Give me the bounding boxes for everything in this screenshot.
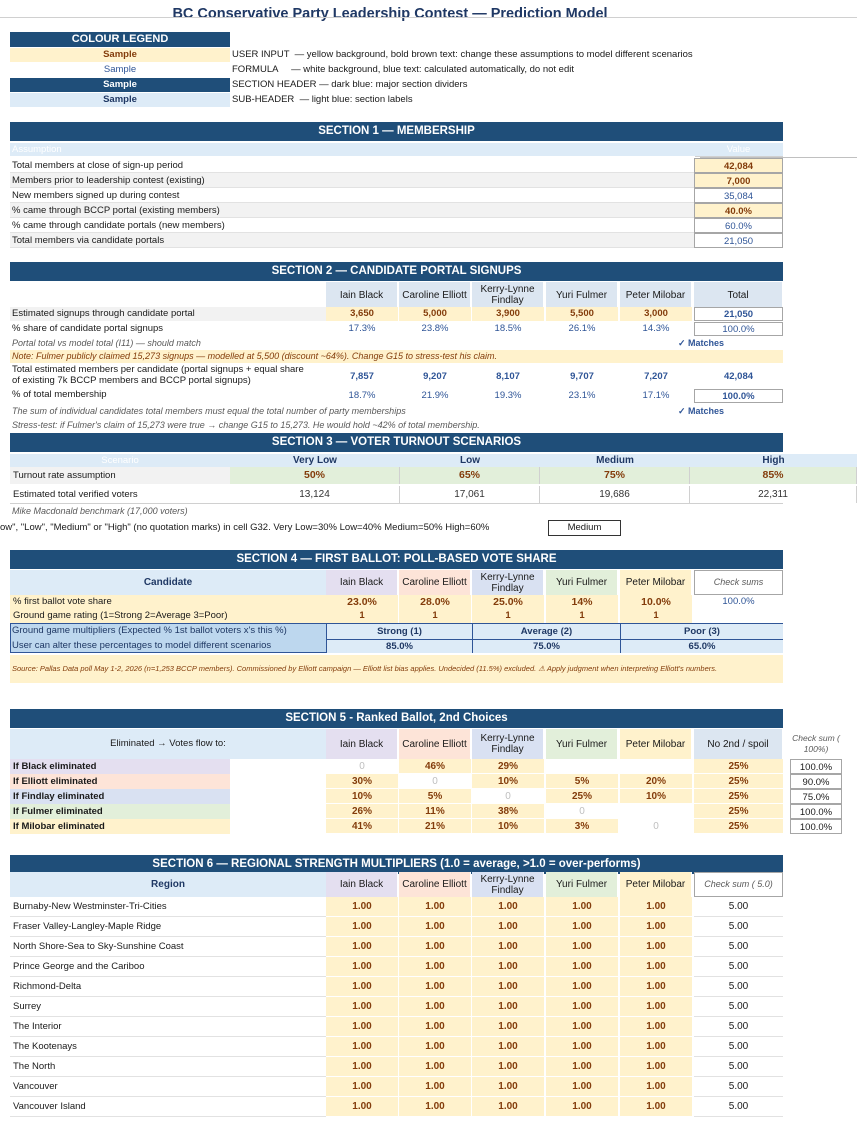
scenario-level: High	[762, 455, 785, 466]
section-6-header: SECTION 6 — REGIONAL STRENGTH MULTIPLIERS (1.0 = average, >1.0 = over-performs)	[10, 855, 783, 874]
regional-multiplier-input[interactable]: 1.00	[472, 957, 544, 977]
region-header: Region	[10, 872, 326, 897]
vote-flow-input[interactable]: 21%	[399, 819, 471, 834]
vote-flow-input[interactable]: 11%	[399, 804, 471, 819]
voters-value: 19,686	[540, 486, 690, 503]
total-members-value: 9,707	[570, 371, 594, 382]
candidate-header: Peter Milobar	[620, 872, 692, 897]
vote-flow-input[interactable]: 29%	[472, 759, 544, 774]
candidate-header: Caroline Elliott	[399, 570, 471, 595]
regional-multiplier-input[interactable]: 1.00	[546, 977, 618, 997]
share-value: 23.8%	[421, 323, 449, 334]
legend-sample-section: Sample	[10, 78, 230, 92]
membership-value: 35,084	[694, 188, 783, 203]
scenario-level: Medium	[596, 455, 634, 466]
candidate-header: Yuri Fulmer	[546, 570, 618, 595]
candidate-header: Yuri Fulmer	[546, 282, 618, 308]
membership-row-label: New members signed up during contest	[12, 190, 180, 201]
section-1-subheader	[10, 143, 783, 156]
signup-total: 21,050	[694, 307, 783, 321]
pct-membership-value: 19.3%	[494, 390, 522, 401]
regional-multiplier-input[interactable]: 1.00	[399, 1037, 471, 1057]
vote-flow-input[interactable]	[620, 804, 692, 819]
regional-multiplier-input[interactable]: 1.00	[472, 997, 544, 1017]
region-check-sum: 5.00	[694, 957, 783, 977]
candidate-header: Peter Milobar	[620, 570, 692, 595]
vote-flow-input[interactable]: 30%	[326, 774, 398, 789]
first-ballot-label: % first ballot vote share	[10, 595, 326, 609]
signup-input[interactable]: 3,900	[472, 307, 544, 321]
candidate-header: Kerry-Lynne Findlay	[472, 282, 544, 308]
total-members-value: 7,207	[644, 371, 668, 382]
eliminated-row-label: If Milobar eliminated	[10, 819, 230, 834]
share-value: 17.3%	[348, 323, 376, 334]
regional-multiplier-input[interactable]: 1.00	[546, 1057, 618, 1077]
self-flow-cell: 0	[399, 774, 471, 789]
signup-input[interactable]: 3,000	[620, 307, 692, 321]
assumption-col-header: Assumption	[12, 144, 62, 155]
voters-value: 22,311	[690, 486, 857, 503]
region-check-sum: 5.00	[694, 1037, 783, 1057]
vote-flow-input[interactable]: 10%	[326, 789, 398, 804]
region-label: Vancouver Island	[10, 1097, 326, 1117]
turnout-label: Turnout rate assumption	[10, 467, 230, 484]
vote-flow-input[interactable]: 38%	[472, 804, 544, 819]
share-value: 26.1%	[568, 323, 596, 334]
scenario-instruction: ow", "Low", "Medium" or "High" (no quotation marks) in cell G32. Very Low=30% Low=40% Medium=50% High=60%	[0, 522, 490, 533]
regional-multiplier-input[interactable]: 1.00	[546, 917, 618, 937]
matches-indicator-2: ✓ Matches	[678, 406, 725, 416]
candidate-header: Caroline Elliott	[399, 872, 471, 897]
ground-game-input[interactable]: 1	[399, 609, 471, 623]
vote-flow-input[interactable]: 10%	[472, 774, 544, 789]
regional-multiplier-input[interactable]: 1.00	[326, 1017, 398, 1037]
vote-flow-input[interactable]: 10%	[472, 819, 544, 834]
regional-multiplier-input[interactable]: 1.00	[326, 977, 398, 997]
total-members-value: 7,857	[350, 371, 374, 382]
turnout-input[interactable]: 85%	[690, 467, 857, 484]
vote-flow-input[interactable]: 25%	[694, 774, 783, 789]
candidate-header: Kerry-Lynne Findlay	[472, 729, 544, 759]
vote-flow-input[interactable]	[546, 759, 618, 774]
legend-desc-formula: FORMULA — white background, blue text: calculated automatically, do not edit	[232, 64, 574, 75]
pct-membership-label: % of total membership	[12, 389, 107, 400]
legend-sample-input: Sample	[10, 48, 230, 62]
candidate-header: Iain Black	[326, 872, 398, 897]
regional-multiplier-input[interactable]: 1.00	[399, 1077, 471, 1097]
self-flow-cell: 0	[620, 819, 692, 834]
regional-multiplier-input[interactable]: 1.00	[546, 1077, 618, 1097]
region-label: Richmond-Delta	[10, 977, 326, 997]
regional-multiplier-input[interactable]: 1.00	[326, 897, 398, 917]
scenario-level: Low	[460, 455, 480, 466]
vote-share-input[interactable]: 10.0%	[620, 595, 692, 609]
eliminated-row-label: If Findlay eliminated	[10, 789, 230, 804]
sum-note: The sum of individual candidates total members must equal the total number of party memberships	[12, 406, 406, 416]
regional-multiplier-input[interactable]: 1.00	[472, 897, 544, 917]
stress-note: Stress-test: if Fulmer's claim of 15,273 were true → change G15 to 15,273. He would hold ~42% of total membership.	[12, 420, 480, 430]
membership-row-label: % came through BCCP portal (existing members)	[12, 205, 220, 216]
region-label: Burnaby-New Westminster-Tri-Cities	[10, 897, 326, 917]
vote-flow-input[interactable]	[620, 759, 692, 774]
vote-flow-input[interactable]: 20%	[620, 774, 692, 789]
regional-multiplier-input[interactable]: 1.00	[399, 937, 471, 957]
candidate-header: Peter Milobar	[620, 729, 692, 759]
region-check-sum: 5.00	[694, 917, 783, 937]
vote-flow-input[interactable]: 25%	[694, 819, 783, 834]
membership-value[interactable]: 7,000	[694, 173, 783, 188]
pct-membership-value: 100.0%	[694, 389, 783, 403]
regional-multiplier-input[interactable]: 1.00	[620, 957, 692, 977]
share-value: 14.3%	[642, 323, 670, 334]
multiplier-input[interactable]: 75.0%	[472, 639, 620, 653]
vote-flow-input[interactable]: 3%	[546, 819, 618, 834]
ground-game-input[interactable]: 1	[326, 609, 398, 623]
regional-multiplier-input[interactable]: 1.00	[326, 997, 398, 1017]
eliminated-row-label: If Elliott eliminated	[10, 774, 230, 789]
region-check-sum: 5.00	[694, 937, 783, 957]
regional-multiplier-input[interactable]: 1.00	[546, 1037, 618, 1057]
check-sum-header: Check sum ( 100%)	[792, 733, 840, 754]
regional-multiplier-input[interactable]: 1.00	[326, 1097, 398, 1117]
regional-multiplier-input[interactable]: 1.00	[326, 917, 398, 937]
region-check-sum: 5.00	[694, 1097, 783, 1117]
check-sums-header: Check sums	[694, 570, 783, 595]
membership-row-label: % came through candidate portals (new members)	[12, 220, 225, 231]
section-2-header: SECTION 2 — CANDIDATE PORTAL SIGNUPS	[10, 262, 783, 281]
scenario-select[interactable]: Medium	[548, 520, 621, 536]
ground-game-input[interactable]: 1	[620, 609, 692, 623]
benchmark-note: Mike Macdonald benchmark (17,000 voters)	[12, 506, 188, 516]
vote-flow-input[interactable]: 5%	[546, 774, 618, 789]
turnout-input[interactable]: 65%	[400, 467, 540, 484]
share-label: % share of candidate portal signups	[12, 323, 164, 334]
voters-value: 13,124	[230, 486, 400, 503]
membership-row-label: Members prior to leadership contest (existing)	[12, 175, 205, 186]
eliminated-row-label: If Black eliminated	[10, 759, 230, 774]
region-label: The Kootenays	[10, 1037, 326, 1057]
section-3-header: SECTION 3 — VOTER TURNOUT SCENARIOS	[10, 433, 783, 452]
regional-multiplier-input[interactable]: 1.00	[399, 897, 471, 917]
multiplier-heading: Strong (1)	[326, 624, 472, 639]
share-value: 100.0%	[694, 322, 783, 336]
fulmer-note: Note: Fulmer publicly claimed 15,273 signups — modelled at 5,500 (discount ~64%). Change G15 to stress-test his claim.	[12, 351, 497, 361]
region-label: The North	[10, 1057, 326, 1077]
legend-sample-formula: Sample	[10, 63, 230, 77]
membership-row-label: Total members at close of sign-up period	[12, 160, 184, 171]
pct-membership-value: 23.1%	[568, 390, 596, 401]
regional-multiplier-input[interactable]: 1.00	[620, 917, 692, 937]
region-check-sum: 5.00	[694, 1077, 783, 1097]
vote-flow-input[interactable]: 25%	[546, 789, 618, 804]
matches-indicator: ✓ Matches	[678, 338, 725, 348]
voters-label: Estimated total verified voters	[13, 489, 138, 500]
candidate-header: Kerry-Lynne Findlay	[472, 872, 544, 897]
candidate-header: Yuri Fulmer	[546, 872, 618, 897]
regional-multiplier-input[interactable]: 1.00	[620, 897, 692, 917]
multiplier-heading: Average (2)	[472, 624, 620, 639]
regional-multiplier-input[interactable]: 1.00	[472, 1017, 544, 1037]
membership-value: 21,050	[694, 233, 783, 248]
candidate-header: Caroline Elliott	[399, 729, 471, 759]
total-members-label: Total estimated members per candidate (portal signups + equal share of existing 7k BCCP members and BCCP portal signups)	[12, 364, 304, 386]
no-2nd-header: No 2nd / spoil	[694, 729, 783, 759]
region-check-sum: 5.00	[694, 977, 783, 997]
pct-membership-value: 17.1%	[642, 390, 670, 401]
regional-multiplier-input[interactable]: 1.00	[472, 937, 544, 957]
section-4-header: SECTION 4 — FIRST BALLOT: POLL-BASED VOTE SHARE	[10, 550, 783, 569]
regional-multiplier-input[interactable]: 1.00	[472, 977, 544, 997]
regional-multiplier-input[interactable]: 1.00	[399, 957, 471, 977]
region-label: Surrey	[10, 997, 326, 1017]
region-label: North Shore-Sea to Sky-Sunshine Coast	[10, 937, 326, 957]
row-check-sum: 90.0%	[790, 774, 842, 789]
regional-multiplier-input[interactable]: 1.00	[620, 1017, 692, 1037]
candidate-header: Iain Black	[326, 282, 398, 308]
regional-multiplier-input[interactable]: 1.00	[472, 1057, 544, 1077]
membership-value[interactable]: 42,084	[694, 158, 783, 173]
candidate-header: Caroline Elliott	[399, 282, 471, 308]
scenario-header: Scenario	[101, 455, 139, 466]
regional-multiplier-input[interactable]: 1.00	[326, 1037, 398, 1057]
regional-multiplier-input[interactable]: 1.00	[472, 1037, 544, 1057]
signup-input[interactable]: 3,650	[326, 307, 398, 321]
portal-note: Portal total vs model total (I11) — should match	[12, 338, 201, 348]
vote-share-input[interactable]: 23.0%	[326, 595, 398, 609]
legend-desc-sub: SUB-HEADER — light blue: section labels	[232, 94, 413, 105]
vote-flow-input[interactable]: 46%	[399, 759, 471, 774]
vote-flow-input[interactable]: 25%	[694, 789, 783, 804]
legend-heading: COLOUR LEGEND	[10, 32, 230, 47]
user-alter-label: User can alter these percentages to model different scenarios	[12, 640, 272, 651]
regional-multiplier-input[interactable]: 1.00	[620, 1037, 692, 1057]
region-check-sum: 5.00	[694, 1017, 783, 1037]
regional-multiplier-input[interactable]: 1.00	[472, 1097, 544, 1117]
row-check-sum: 100.0%	[790, 819, 842, 834]
candidate-header: Yuri Fulmer	[546, 729, 618, 759]
eliminated-row-label: If Fulmer eliminated	[10, 804, 230, 819]
total-members-value: 42,084	[723, 371, 754, 382]
legend-sample-sub: Sample	[10, 93, 230, 107]
candidate-col-header: Candidate	[10, 570, 326, 595]
vote-share-input[interactable]: 14%	[546, 595, 618, 609]
candidate-header: Iain Black	[326, 570, 398, 595]
regional-multiplier-input[interactable]: 1.00	[326, 957, 398, 977]
multiplier-input[interactable]: 65.0%	[620, 639, 783, 653]
self-flow-cell: 0	[472, 789, 544, 804]
regional-multiplier-input[interactable]: 1.00	[620, 997, 692, 1017]
regional-multiplier-input[interactable]: 1.00	[620, 937, 692, 957]
row-check-sum: 100.0%	[790, 804, 842, 819]
regional-multiplier-input[interactable]: 1.00	[326, 1057, 398, 1077]
regional-multiplier-input[interactable]: 1.00	[399, 997, 471, 1017]
multiplier-heading: Poor (3)	[620, 624, 783, 639]
regional-multiplier-input[interactable]: 1.00	[472, 1077, 544, 1097]
regional-multiplier-input[interactable]: 1.00	[546, 997, 618, 1017]
pct-membership-value: 18.7%	[348, 390, 376, 401]
turnout-input[interactable]: 50%	[230, 467, 400, 484]
vote-share-check: 100.0%	[722, 596, 755, 607]
regional-multiplier-input[interactable]: 1.00	[472, 917, 544, 937]
vote-flow-input[interactable]: 25%	[694, 804, 783, 819]
page-title: BC Conservative Party Leadership Contest — Prediction Model	[172, 6, 608, 22]
vote-flow-input[interactable]: 10%	[620, 789, 692, 804]
source-note: Source: Pallas Data poll May 1-2, 2026 (n=1,253 BCCP members). Commissioned by Elliott campaign — Elliott list bias applies. Undecided (11.5%) excluded. ⚠ Apply judgment when interpreting Elliott's numbers.	[12, 664, 718, 673]
total-header: Total	[694, 282, 783, 308]
signup-input[interactable]: 5,000	[399, 307, 471, 321]
region-check-sum: 5.00	[694, 997, 783, 1017]
membership-value: 60.0%	[694, 218, 783, 233]
regional-multiplier-input[interactable]: 1.00	[620, 977, 692, 997]
vote-share-input[interactable]: 28.0%	[399, 595, 471, 609]
legend-desc-section: SECTION HEADER — dark blue: major section dividers	[232, 79, 468, 90]
multiplier-label: Ground game multipliers (Expected % 1st ballot voters x's this %)	[12, 625, 287, 636]
membership-value[interactable]: 40.0%	[694, 203, 783, 218]
region-check-sum: 5.00	[694, 897, 783, 917]
row-check-sum: 75.0%	[790, 789, 842, 804]
legend-desc-input: USER INPUT — yellow background, bold brown text: change these assumptions to model different scenarios	[232, 49, 693, 60]
signup-input[interactable]: 5,500	[546, 307, 618, 321]
regional-multiplier-input[interactable]: 1.00	[546, 937, 618, 957]
vote-flow-input[interactable]: 26%	[326, 804, 398, 819]
vote-flow-input[interactable]: 5%	[399, 789, 471, 804]
regional-multiplier-input[interactable]: 1.00	[546, 957, 618, 977]
vote-flow-input[interactable]: 41%	[326, 819, 398, 834]
section-1-header: SECTION 1 — MEMBERSHIP	[10, 122, 783, 141]
regional-multiplier-input[interactable]: 1.00	[546, 897, 618, 917]
region-label: The Interior	[10, 1017, 326, 1037]
region-check-sum: 5.00	[694, 1057, 783, 1077]
regional-multiplier-input[interactable]: 1.00	[546, 1017, 618, 1037]
signups-label: Estimated signups through candidate portal	[12, 308, 195, 319]
value-col-header: Value	[726, 144, 751, 155]
regional-multiplier-input[interactable]: 1.00	[620, 1077, 692, 1097]
self-flow-cell: 0	[326, 759, 398, 774]
regional-multiplier-input[interactable]: 1.00	[620, 1097, 692, 1117]
region-label: Prince George and the Cariboo	[10, 957, 326, 977]
total-members-value: 8,107	[496, 371, 520, 382]
pct-membership-value: 21.9%	[421, 390, 449, 401]
gridline	[0, 17, 857, 18]
row-check-sum: 100.0%	[790, 759, 842, 774]
vote-flow-input[interactable]: 25%	[694, 759, 783, 774]
ground-game-input[interactable]: 1	[546, 609, 618, 623]
multiplier-input[interactable]: 85.0%	[326, 639, 472, 653]
candidate-header: Iain Black	[326, 729, 398, 759]
ground-game-label: Ground game rating (1=Strong 2=Average 3=Poor)	[10, 609, 326, 623]
regional-multiplier-input[interactable]: 1.00	[399, 977, 471, 997]
scenario-level: Very Low	[293, 455, 337, 466]
section-5-header: SECTION 5 - Ranked Ballot, 2nd Choices	[10, 709, 783, 728]
vote-share-input[interactable]: 25.0%	[472, 595, 544, 609]
regional-multiplier-input[interactable]: 1.00	[620, 1057, 692, 1077]
region-label: Fraser Valley-Langley-Maple Ridge	[10, 917, 326, 937]
voters-value: 17,061	[400, 486, 540, 503]
share-value: 18.5%	[494, 323, 522, 334]
ground-game-input[interactable]: 1	[472, 609, 544, 623]
regional-multiplier-input[interactable]: 1.00	[399, 1057, 471, 1077]
candidate-header: Peter Milobar	[620, 282, 692, 308]
turnout-input[interactable]: 75%	[540, 467, 690, 484]
region-label: Vancouver	[10, 1077, 326, 1097]
membership-row-label: Total members via candidate portals	[12, 235, 165, 246]
regional-multiplier-input[interactable]: 1.00	[326, 937, 398, 957]
regional-multiplier-input[interactable]: 1.00	[546, 1097, 618, 1117]
check-sum-header: Check sum ( 5.0)	[694, 872, 783, 897]
regional-multiplier-input[interactable]: 1.00	[399, 917, 471, 937]
self-flow-cell: 0	[546, 804, 618, 819]
total-members-value: 9,207	[423, 371, 447, 382]
regional-multiplier-input[interactable]: 1.00	[399, 1017, 471, 1037]
eliminated-header: Eliminated → Votes flow to:	[10, 729, 326, 759]
regional-multiplier-input[interactable]: 1.00	[326, 1077, 398, 1097]
regional-multiplier-input[interactable]: 1.00	[399, 1097, 471, 1117]
candidate-header: Kerry-Lynne Findlay	[472, 570, 544, 595]
